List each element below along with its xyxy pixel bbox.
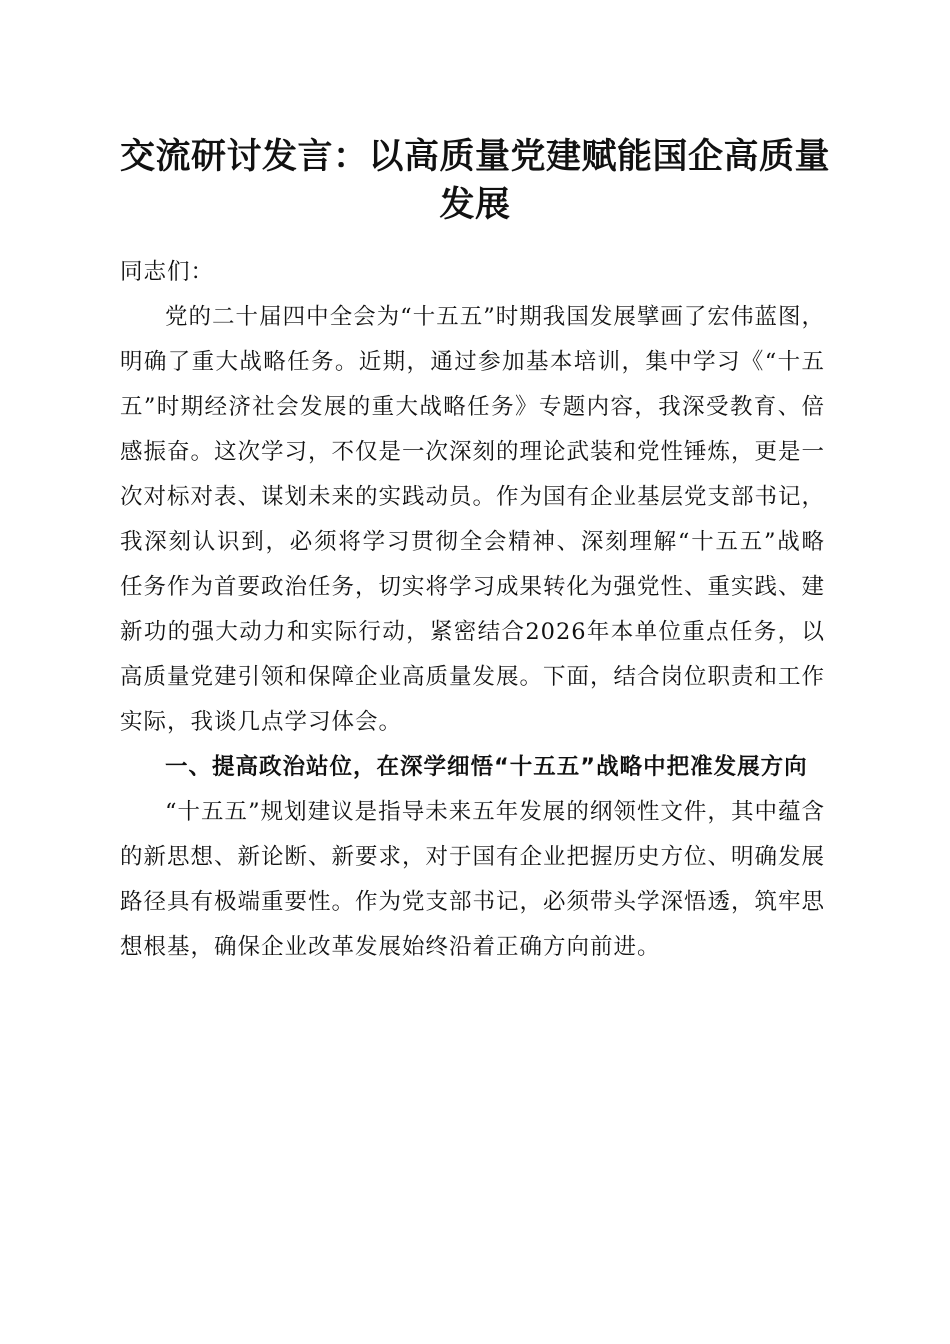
paragraph-section-1: “十五五”规划建议是指导未来五年发展的纲领性文件，其中蕴含的新思想、新论断、新要求，对于国有企业把握历史方位、明确发展路径具有极端重要性。作为党支部书记，必须带头学深悟透，筑牢思想根基，确保企业改革发展始终沿着正确方向前进。 (120, 799, 826, 960)
document-title: 交流研讨发言：以高质量党建赋能国企高质量发展 (119, 136, 830, 225)
document-body (120, 250, 825, 970)
section-heading-1: 一、提高政治站位，在深学细悟“十五五”战略中把准发展方向 (165, 754, 808, 780)
salutation: 同志们： (120, 259, 215, 285)
paragraph-intro: 党的二十届四中全会为“十五五”时期我国发展擘画了宏伟蓝图，明确了重大战略任务。近期，通过参加基本培训，集中学习《“十五五”时期经济社会发展的重大战略任务》专题内容，我深受教育、倍感振奋。这次学习，不仅是一次深刻的理论武装和党性锤炼，更是一次对标对表、谋划未来的实践动员。作为国有企业基层党支部书记，我深刻认识到，必须将学习贯彻全会精神、深刻理解“十五五”战略任务作为首要政治任务，切实将学习成果转化为强党性、重实践、建新功的强大动力和实际行动，紧密结合2026年本单位重点任务，以高质量党建引领和保障企业高质量发展。下面，结合岗位职责和工作实际，我谈几点学习体会。 (120, 304, 826, 735)
